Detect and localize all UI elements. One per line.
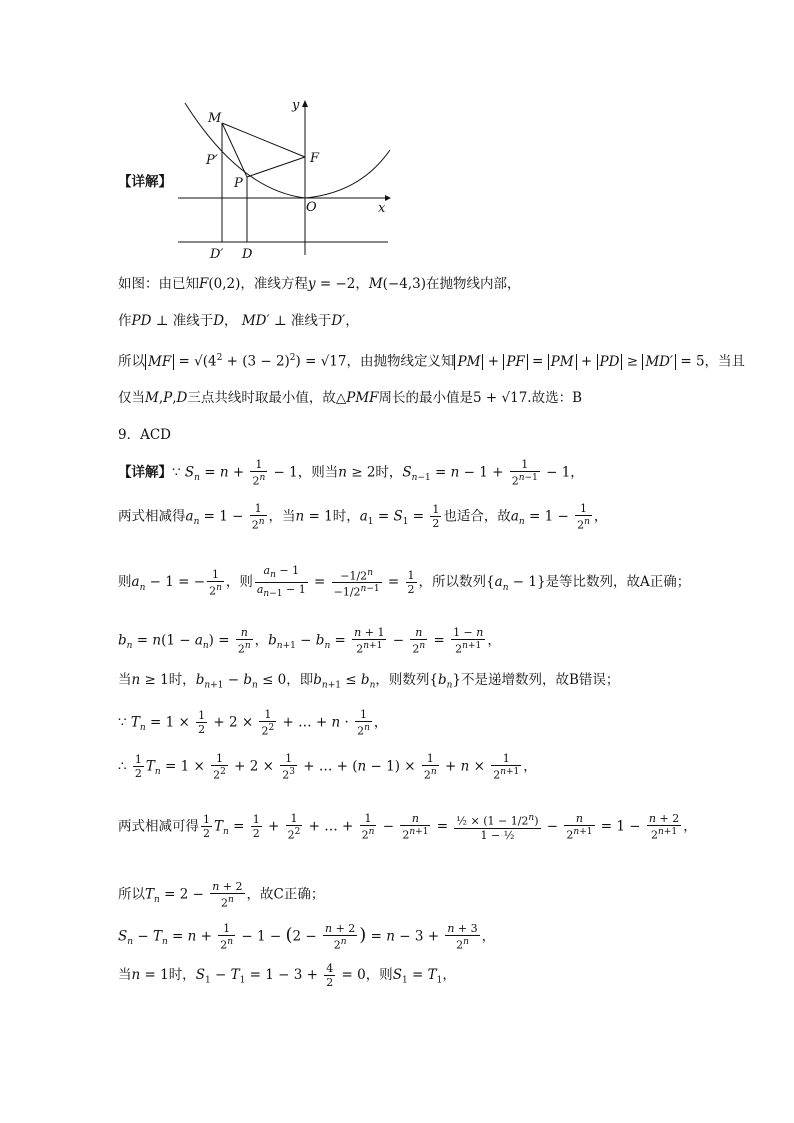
label-O: O xyxy=(306,200,317,215)
line-10: 当n ≥ 1时，$b_{n+1} - b_n \le 0$，即$b_{n+1} \le b_n$，则数列$\{b_n\}$不是递增数列，故B错误； xyxy=(118,672,620,691)
label-P: P xyxy=(234,176,243,191)
line-11: ∵ $T_n = 1$ × $\frac{1}{2}$ + 2 × $\frac{1}{2^2}$ + … + n · $\frac{1}{2^n}$ ， xyxy=(118,708,388,738)
line-6: 【详解】∵ $S_n = n$ + $\frac{1}{2^n}$ − 1，则当n ≥ 2时，$S_{n-1} = n - 1$ + $\frac{1}{2^{n-1}}$ − 1， xyxy=(118,458,584,488)
line-3: 所以 MF = $√(4^2 + (3 - 2)^2) = √17$，由抛物线定义知 PM + PF = PM + PD ≥ MD′ = 5，当且 xyxy=(118,353,746,370)
line-14: 所以$T_n = 2$ − $\frac{n + 2}{2^n}$ ，故C正确； xyxy=(118,880,325,910)
line-9: $b_n = n(1 - a_n)$ = $\frac{n}{2^n}$ ，$b_{n+1} - b_n$ = $\frac{n + 1}{2^{n+1}}$ − $\frac{n}{2^n}$ = $\frac{1 - n}{2^{n+1}}$ ， xyxy=(118,626,501,656)
parabola-figure xyxy=(170,95,400,265)
detail-tag-1: 【详解】 xyxy=(118,174,172,190)
question-9-answer: 9．ACD xyxy=(118,427,171,443)
label-D-prime: D′ xyxy=(210,247,224,262)
label-D: D xyxy=(242,247,253,262)
x-axis-arrow xyxy=(385,195,391,201)
label-y: y xyxy=(292,98,300,113)
label-x: x xyxy=(378,201,386,216)
line-2: 作PD ⊥ 准线于D， MD′ ⊥ 准线于D′， xyxy=(118,313,359,329)
label-P-prime: P′ xyxy=(206,153,218,168)
y-axis-arrow xyxy=(302,100,308,107)
line-MF xyxy=(222,123,305,157)
line-7: 两式相减得$a_n = 1$ − $\frac{1}{2^n}$ ，当n = 1时，$a_1 = S_1$ = $\frac{1}{2}$ 也适合，故$a_n = 1$ − $\frac{1}{2^n}$ ， xyxy=(118,502,608,532)
line-1: 如图：由已知F(0,2)，准线方程y = −2，M(−4,3)在抛物线内部， xyxy=(118,276,521,292)
label-M: M xyxy=(208,111,222,126)
line-12: ∴ $\frac{1}{2}$ $T_n = 1$ × $\frac{1}{2^2}$ + 2 × $\frac{1}{2^3}$ + … + (n − 1) × $\frac{1}{2^n}$ + n × $\frac{1}{2^{n+1}}$ ， xyxy=(118,752,537,782)
line-13: 两式相减可得 $\frac{1}{2}$ $T_n$ = $\frac{1}{2}$ + $\frac{1}{2^2}$ + … + $\frac{1}{2^n}$ − $\frac{n}{2^{n+1}}$ = $\frac{\frac{1}{2} \times (1 - 1/2^n)}{\text{1 − ½}}$ − $\frac{n}{2^{n+1}}$ = 1 − $\frac{n + 2}{2^{n+1}}$ ， xyxy=(118,812,697,842)
line-MP xyxy=(222,123,247,177)
label-F: F xyxy=(310,151,320,166)
line-15: $S_n - T_n = n$ + $\frac{1}{2^n}$ − 1 − (2 − $\frac{n + 2}{2^n}$ ) = n − 3 + $\frac{n + 3}{2^n}$ ， xyxy=(118,922,496,952)
line-4: 仅当M,P,D三点共线时取最小值，故△PMF周长的最小值是5 + √17.故选：B xyxy=(118,390,582,406)
line-8: 则$a_n - 1$ = − $\frac{1}{2^n}$ ，则 $\frac{a_n - 1}{a_{n-1} - 1}$ = $\frac{-1/2^n}{-1/2^{n-1}}$ = $\frac{1}{2}$ ，所以数列$\{a_n - 1\}$是等比数列，故A正确； xyxy=(118,564,691,600)
line-PF xyxy=(247,157,305,177)
line-16: 当n = 1时，$S_1 - T_1 = 1 - 3$ + $\frac{4}{2}$ = 0，则$S_1 = T_1$， xyxy=(118,962,456,989)
